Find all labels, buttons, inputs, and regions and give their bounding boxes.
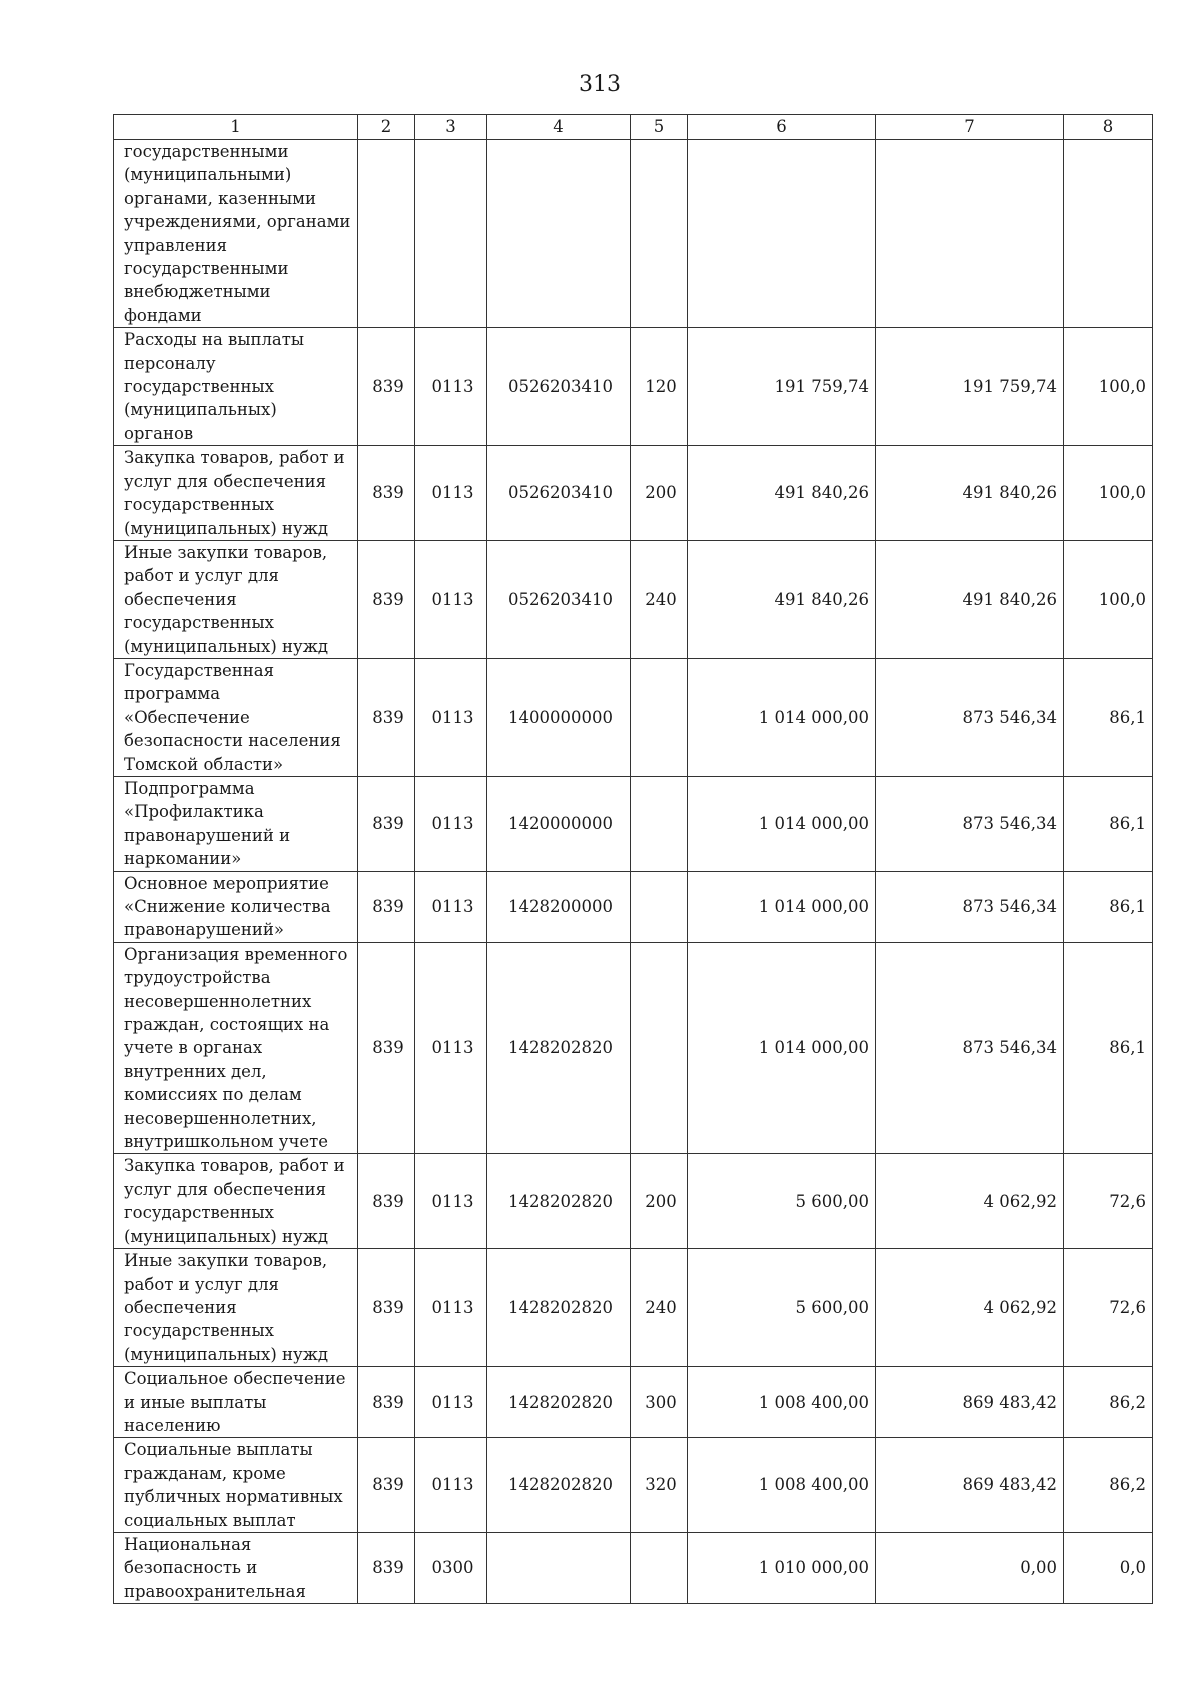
column-header: 1 <box>114 115 358 140</box>
expense-type-cell <box>631 140 688 328</box>
section-code-cell: 0113 <box>415 942 487 1154</box>
table-row <box>114 1154 1153 1249</box>
plan-amount-cell: 5 600,00 <box>688 1249 876 1367</box>
section-code-cell: 0113 <box>415 1154 487 1249</box>
target-article-cell: 1428202820 <box>487 1438 631 1533</box>
expense-type-cell <box>631 871 688 942</box>
table-row <box>114 1367 1153 1438</box>
section-code-cell: 0113 <box>415 1367 487 1438</box>
actual-amount-cell: 4 062,92 <box>876 1249 1064 1367</box>
section-code-cell: 0300 <box>415 1532 487 1603</box>
ved-code-cell: 839 <box>358 1367 415 1438</box>
target-article-cell: 1428202820 <box>487 942 631 1154</box>
row-name-cell: Социальные выплаты гражданам, кроме публичных нормативных социальных выплат <box>114 1438 358 1533</box>
actual-amount-cell: 4 062,92 <box>876 1154 1064 1249</box>
percent-cell: 86,2 <box>1064 1367 1153 1438</box>
ved-code-cell: 839 <box>358 871 415 942</box>
section-code-cell: 0113 <box>415 328 487 446</box>
percent-cell: 86,1 <box>1064 942 1153 1154</box>
percent-cell: 100,0 <box>1064 328 1153 446</box>
row-name-cell: государственными (муниципальными) органами, казенными учреждениями, органами управления государственными внебюджетными фондами <box>114 140 358 328</box>
table-row <box>114 1438 1153 1533</box>
ved-code-cell: 839 <box>358 446 415 541</box>
percent-cell: 86,1 <box>1064 871 1153 942</box>
target-article-cell: 1420000000 <box>487 776 631 871</box>
plan-amount-cell: 1 008 400,00 <box>688 1438 876 1533</box>
column-header: 8 <box>1064 115 1153 140</box>
row-name-cell: Расходы на выплаты персоналу государственных (муниципальных) органов <box>114 328 358 446</box>
percent-cell: 100,0 <box>1064 446 1153 541</box>
row-name-cell: Социальное обеспечение и иные выплаты населению <box>114 1367 358 1438</box>
actual-amount-cell: 869 483,42 <box>876 1367 1064 1438</box>
table-row <box>114 540 1153 658</box>
target-article-cell: 0526203410 <box>487 540 631 658</box>
ved-code-cell: 839 <box>358 776 415 871</box>
plan-amount-cell: 1 014 000,00 <box>688 871 876 942</box>
actual-amount-cell: 0,00 <box>876 1532 1064 1603</box>
plan-amount-cell <box>688 140 876 328</box>
actual-amount-cell: 873 546,34 <box>876 942 1064 1154</box>
table-body <box>114 140 1153 1604</box>
ved-code-cell: 839 <box>358 1154 415 1249</box>
section-code-cell: 0113 <box>415 1249 487 1367</box>
section-code-cell: 0113 <box>415 540 487 658</box>
column-header: 7 <box>876 115 1064 140</box>
target-article-cell <box>487 140 631 328</box>
section-code-cell <box>415 140 487 328</box>
expense-type-cell <box>631 942 688 1154</box>
target-article-cell: 1400000000 <box>487 658 631 776</box>
ved-code-cell: 839 <box>358 328 415 446</box>
table-row <box>114 942 1153 1154</box>
expense-type-cell: 120 <box>631 328 688 446</box>
section-code-cell: 0113 <box>415 776 487 871</box>
budget-table <box>113 114 1153 1604</box>
table-row <box>114 1249 1153 1367</box>
table-row <box>114 446 1153 541</box>
plan-amount-cell: 5 600,00 <box>688 1154 876 1249</box>
actual-amount-cell: 873 546,34 <box>876 776 1064 871</box>
plan-amount-cell: 1 008 400,00 <box>688 1367 876 1438</box>
actual-amount-cell: 873 546,34 <box>876 658 1064 776</box>
row-name-cell: Основное мероприятие «Снижение количества правонарушений» <box>114 871 358 942</box>
percent-cell: 72,6 <box>1064 1249 1153 1367</box>
expense-type-cell: 240 <box>631 540 688 658</box>
percent-cell: 100,0 <box>1064 540 1153 658</box>
table-row <box>114 140 1153 328</box>
column-header: 3 <box>415 115 487 140</box>
target-article-cell <box>487 1532 631 1603</box>
plan-amount-cell: 1 014 000,00 <box>688 658 876 776</box>
percent-cell: 86,2 <box>1064 1438 1153 1533</box>
plan-amount-cell: 491 840,26 <box>688 540 876 658</box>
expense-type-cell <box>631 1532 688 1603</box>
ved-code-cell: 839 <box>358 1438 415 1533</box>
ved-code-cell: 839 <box>358 658 415 776</box>
row-name-cell: Иные закупки товаров, работ и услуг для обеспечения государственных (муниципальных) нужд <box>114 540 358 658</box>
expense-type-cell <box>631 658 688 776</box>
plan-amount-cell: 191 759,74 <box>688 328 876 446</box>
row-name-cell: Национальная безопасность и правоохранительная <box>114 1532 358 1603</box>
expense-type-cell: 200 <box>631 1154 688 1249</box>
plan-amount-cell: 1 014 000,00 <box>688 942 876 1154</box>
section-code-cell: 0113 <box>415 1438 487 1533</box>
row-name-cell: Организация временного трудоустройства несовершеннолетних граждан, состоящих на учете в органах внутренних дел, комиссиях по делам несовершеннолетних, внутришкольном учете <box>114 942 358 1154</box>
row-name-cell: Государственная программа «Обеспечение безопасности населения Томской области» <box>114 658 358 776</box>
percent-cell: 86,1 <box>1064 658 1153 776</box>
page-number: 313 <box>579 72 621 97</box>
table-row <box>114 328 1153 446</box>
row-name-cell: Закупка товаров, работ и услуг для обеспечения государственных (муниципальных) нужд <box>114 1154 358 1249</box>
actual-amount-cell: 491 840,26 <box>876 540 1064 658</box>
expense-type-cell: 240 <box>631 1249 688 1367</box>
ved-code-cell: 839 <box>358 540 415 658</box>
ved-code-cell: 839 <box>358 1532 415 1603</box>
column-header: 2 <box>358 115 415 140</box>
actual-amount-cell: 873 546,34 <box>876 871 1064 942</box>
table-row <box>114 776 1153 871</box>
percent-cell: 86,1 <box>1064 776 1153 871</box>
percent-cell <box>1064 140 1153 328</box>
section-code-cell: 0113 <box>415 446 487 541</box>
ved-code-cell: 839 <box>358 1249 415 1367</box>
ved-code-cell <box>358 140 415 328</box>
actual-amount-cell <box>876 140 1064 328</box>
percent-cell: 0,0 <box>1064 1532 1153 1603</box>
actual-amount-cell: 191 759,74 <box>876 328 1064 446</box>
expense-type-cell: 200 <box>631 446 688 541</box>
section-code-cell: 0113 <box>415 871 487 942</box>
row-name-cell: Иные закупки товаров, работ и услуг для обеспечения государственных (муниципальных) нужд <box>114 1249 358 1367</box>
column-header: 5 <box>631 115 688 140</box>
table-row <box>114 658 1153 776</box>
plan-amount-cell: 491 840,26 <box>688 446 876 541</box>
actual-amount-cell: 869 483,42 <box>876 1438 1064 1533</box>
column-header: 4 <box>487 115 631 140</box>
expense-type-cell: 300 <box>631 1367 688 1438</box>
target-article-cell: 1428200000 <box>487 871 631 942</box>
table-row <box>114 871 1153 942</box>
target-article-cell: 1428202820 <box>487 1249 631 1367</box>
header-row <box>114 115 1153 140</box>
row-name-cell: Подпрограмма «Профилактика правонарушений и наркомании» <box>114 776 358 871</box>
table-row <box>114 1532 1153 1603</box>
target-article-cell: 0526203410 <box>487 328 631 446</box>
percent-cell: 72,6 <box>1064 1154 1153 1249</box>
actual-amount-cell: 491 840,26 <box>876 446 1064 541</box>
row-name-cell: Закупка товаров, работ и услуг для обеспечения государственных (муниципальных) нужд <box>114 446 358 541</box>
target-article-cell: 1428202820 <box>487 1367 631 1438</box>
plan-amount-cell: 1 014 000,00 <box>688 776 876 871</box>
ved-code-cell: 839 <box>358 942 415 1154</box>
expense-type-cell <box>631 776 688 871</box>
target-article-cell: 0526203410 <box>487 446 631 541</box>
section-code-cell: 0113 <box>415 658 487 776</box>
column-header: 6 <box>688 115 876 140</box>
target-article-cell: 1428202820 <box>487 1154 631 1249</box>
expense-type-cell: 320 <box>631 1438 688 1533</box>
plan-amount-cell: 1 010 000,00 <box>688 1532 876 1603</box>
